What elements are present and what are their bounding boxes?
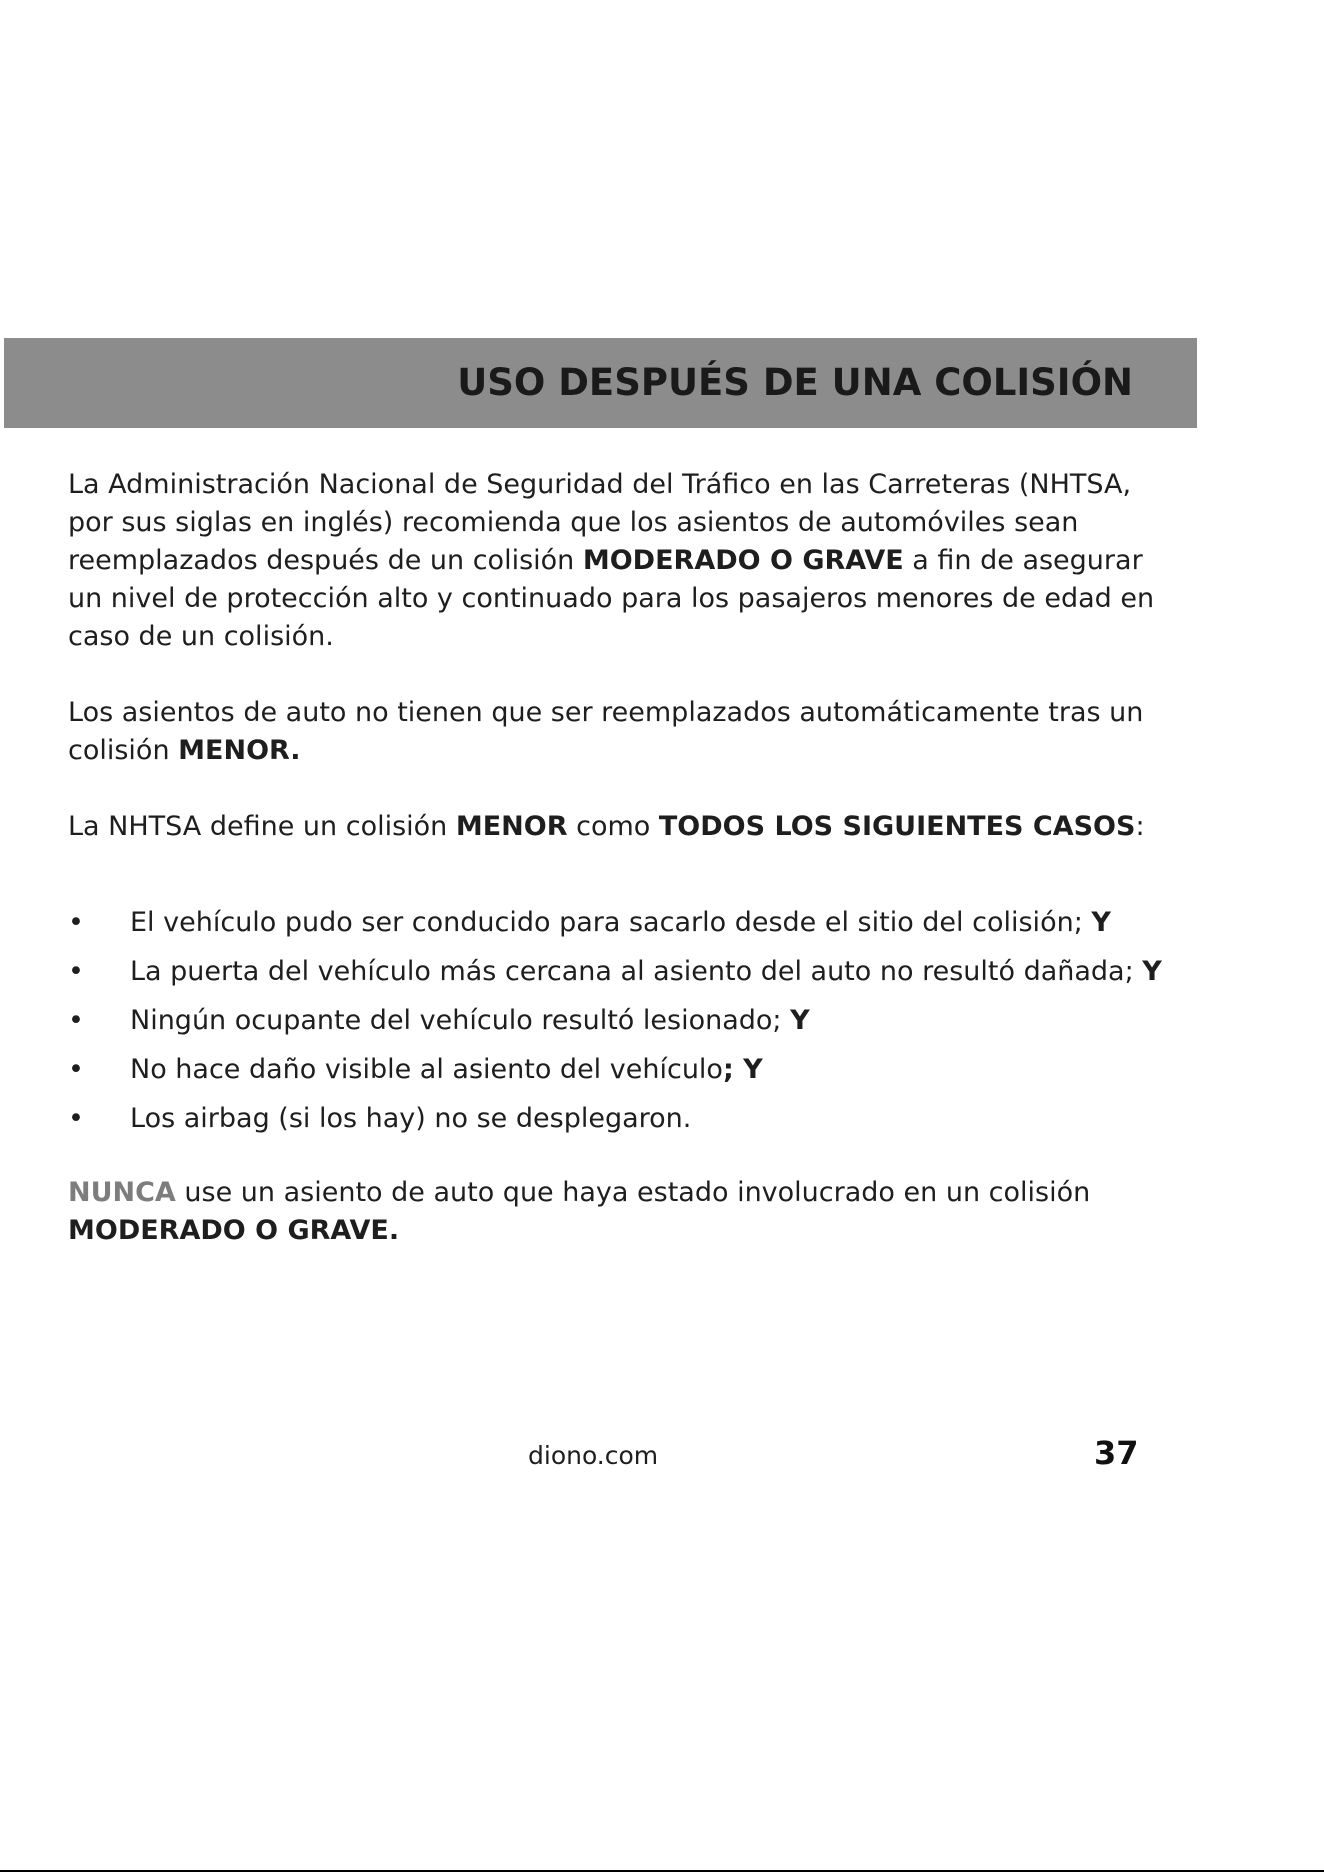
paragraph-text: a fin de asegurar un nivel de protección alto y continuado para los pasajeros menores de edad en caso de un colisión. [68,545,1155,652]
emphasis-text: MENOR. [178,735,301,766]
paragraph-text: : [1135,811,1145,842]
list-item [68,953,1168,991]
emphasis-text: MENOR [455,811,568,842]
list-item-text: No hace daño visible al asiento del vehículo [130,1054,723,1085]
emphasis-text: MODERADO O GRAVE. [68,1215,400,1246]
bullet-icon: • [68,956,84,987]
main-content [68,466,1168,1250]
paragraph-text: como [567,811,659,842]
paragraph-never-warning [68,1174,1168,1250]
list-item-emphasis: Y [790,1005,810,1036]
criteria-list [68,904,1168,1138]
list-item-text: La puerta del vehículo más cercana al asiento del auto no resultó dañada; [130,956,1143,987]
footer-website: diono.com [528,1441,659,1470]
page-number: 37 [1094,1434,1139,1472]
emphasis-text: TODOS LOS SIGUIENTES CASOS [658,811,1136,842]
list-item-text: Ningún ocupante del vehículo resultó lesionado; [130,1005,791,1036]
paragraph-minor-collision [68,694,1168,770]
list-item-emphasis: ; Y [722,1054,763,1085]
section-title: USO DESPUÉS DE UNA COLISIÓN [457,361,1133,404]
list-item-emphasis: Y [1142,956,1162,987]
paragraph-minor-definition [68,808,1168,846]
list-item-text: Los airbag (si los hay) no se desplegaron. [130,1103,692,1134]
emphasis-text: MODERADO O GRAVE [582,545,904,576]
list-item [68,1002,1168,1040]
list-item-text: El vehículo pudo ser conducido para sacarlo desde el sitio del colisión; [130,907,1092,938]
paragraph-text: La NHTSA define un colisión [68,811,456,842]
paragraph-text: use un asiento de auto que haya estado involucrado en un colisión [175,1177,1091,1208]
paragraph-text: La Administración Nacional de Seguridad del Tráfico en las Carreteras (NHTSA, por sus siglas en inglés) recomienda que los asientos de automóviles sean reemplazados después de un colisión [68,469,1132,576]
list-item [68,1051,1168,1089]
paragraph-nhtsa-recommendation [68,466,1168,656]
section-header-bar [4,338,1197,428]
bullet-icon: • [68,1054,84,1085]
warning-word: NUNCA [68,1177,176,1208]
bullet-icon: • [68,907,84,938]
list-item [68,1100,1168,1138]
paragraph-text: Los asientos de auto no tienen que ser reemplazados automáticamente tras un colisión [68,697,1144,766]
list-item-emphasis: Y [1091,907,1111,938]
bullet-icon: • [68,1103,84,1134]
bullet-icon: • [68,1005,84,1036]
list-item [68,904,1168,942]
